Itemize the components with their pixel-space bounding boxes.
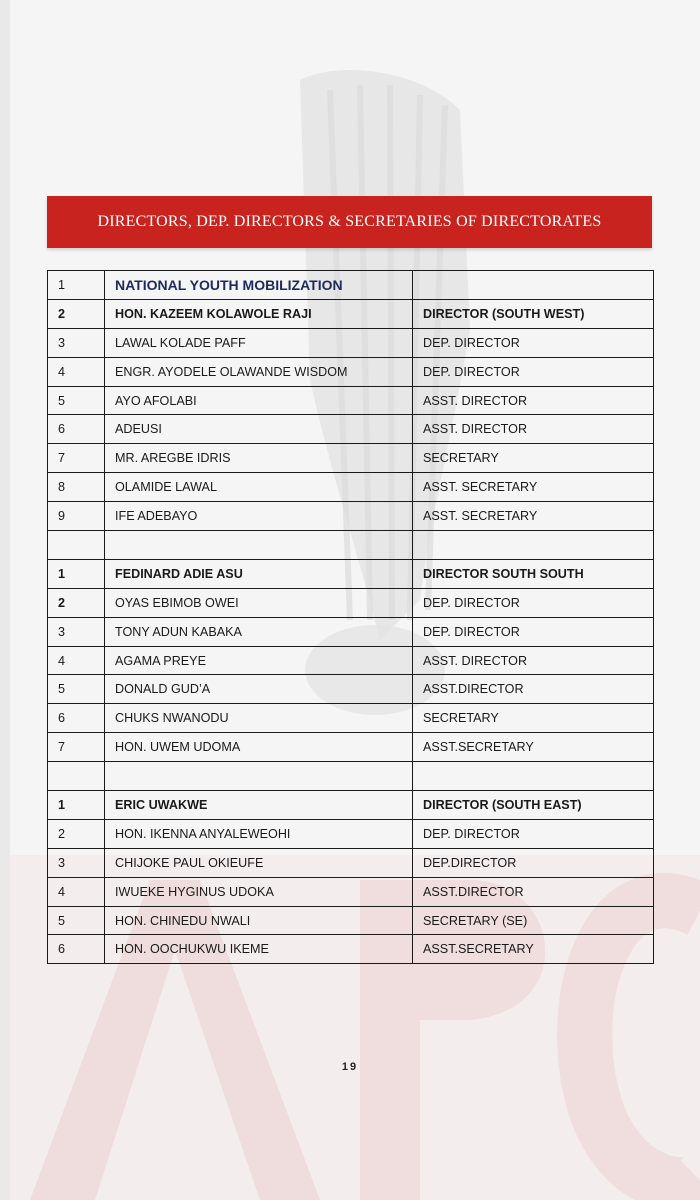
row-number: 8 bbox=[48, 473, 105, 502]
member-role: ASST. DIRECTOR bbox=[413, 415, 654, 444]
member-role: DIRECTOR (SOUTH EAST) bbox=[413, 791, 654, 820]
table-row bbox=[48, 704, 654, 733]
member-role: SECRETARY bbox=[413, 704, 654, 733]
section-title: DIRECTORS, DEP. DIRECTORS & SECRETARIES OF DIRECTORATES bbox=[97, 213, 602, 230]
row-number bbox=[48, 531, 105, 560]
member-role: ASST.DIRECTOR bbox=[413, 675, 654, 704]
member-name: CHUKS NWANODU bbox=[105, 704, 413, 733]
member-role: DEP. DIRECTOR bbox=[413, 328, 654, 357]
member-role bbox=[413, 762, 654, 791]
member-role: DEP.DIRECTOR bbox=[413, 848, 654, 877]
row-number: 7 bbox=[48, 444, 105, 473]
member-role: DEP. DIRECTOR bbox=[413, 617, 654, 646]
member-name: HON. KAZEEM KOLAWOLE RAJI bbox=[105, 299, 413, 328]
row-number: 6 bbox=[48, 704, 105, 733]
member-name: ENGR. AYODELE OLAWANDE WISDOM bbox=[105, 357, 413, 386]
table-row bbox=[48, 646, 654, 675]
table-row bbox=[48, 328, 654, 357]
table-row bbox=[48, 271, 654, 300]
member-role: DEP. DIRECTOR bbox=[413, 357, 654, 386]
member-name: TONY ADUN KABAKA bbox=[105, 617, 413, 646]
table-row bbox=[48, 617, 654, 646]
row-number: 9 bbox=[48, 502, 105, 531]
member-role: DIRECTOR SOUTH SOUTH bbox=[413, 559, 654, 588]
member-name: ADEUSI bbox=[105, 415, 413, 444]
table-row bbox=[48, 531, 654, 560]
member-name: IWUEKE HYGINUS UDOKA bbox=[105, 877, 413, 906]
member-role: ASST. DIRECTOR bbox=[413, 646, 654, 675]
table-row bbox=[48, 299, 654, 328]
member-role bbox=[413, 271, 654, 300]
member-role: ASST. SECRETARY bbox=[413, 473, 654, 502]
member-role: ASST.SECRETARY bbox=[413, 935, 654, 964]
row-number: 2 bbox=[48, 819, 105, 848]
row-number: 2 bbox=[48, 588, 105, 617]
row-number: 7 bbox=[48, 733, 105, 762]
table-row bbox=[48, 473, 654, 502]
member-name: CHIJOKE PAUL OKIEUFE bbox=[105, 848, 413, 877]
member-name: ERIC UWAKWE bbox=[105, 791, 413, 820]
table-row bbox=[48, 819, 654, 848]
table-row bbox=[48, 357, 654, 386]
member-role: SECRETARY bbox=[413, 444, 654, 473]
member-name: AGAMA PREYE bbox=[105, 646, 413, 675]
table-row bbox=[48, 588, 654, 617]
row-number: 2 bbox=[48, 299, 105, 328]
row-number: 5 bbox=[48, 386, 105, 415]
member-name: OLAMIDE LAWAL bbox=[105, 473, 413, 502]
row-number: 6 bbox=[48, 935, 105, 964]
member-name: AYO AFOLABI bbox=[105, 386, 413, 415]
table-row bbox=[48, 848, 654, 877]
member-name: HON. CHINEDU NWALI bbox=[105, 906, 413, 935]
table-row bbox=[48, 502, 654, 531]
member-name: FEDINARD ADIE ASU bbox=[105, 559, 413, 588]
row-number: 6 bbox=[48, 415, 105, 444]
table-row bbox=[48, 444, 654, 473]
member-role: ASST. DIRECTOR bbox=[413, 386, 654, 415]
member-name: MR. AREGBE IDRIS bbox=[105, 444, 413, 473]
member-name bbox=[105, 531, 413, 560]
member-name: HON. OOCHUKWU IKEME bbox=[105, 935, 413, 964]
table-row bbox=[48, 762, 654, 791]
member-role: DIRECTOR (SOUTH WEST) bbox=[413, 299, 654, 328]
row-number: 4 bbox=[48, 877, 105, 906]
table-row bbox=[48, 906, 654, 935]
member-role: DEP. DIRECTOR bbox=[413, 588, 654, 617]
member-role: ASST.DIRECTOR bbox=[413, 877, 654, 906]
member-name: OYAS EBIMOB OWEI bbox=[105, 588, 413, 617]
member-name: HON. IKENNA ANYALEWEOHI bbox=[105, 819, 413, 848]
table-row bbox=[48, 791, 654, 820]
row-number: 5 bbox=[48, 675, 105, 704]
page-number: 19 bbox=[341, 1061, 359, 1073]
table-row bbox=[48, 675, 654, 704]
row-number: 1 bbox=[48, 791, 105, 820]
table-row bbox=[48, 415, 654, 444]
member-role: DEP. DIRECTOR bbox=[413, 819, 654, 848]
member-role bbox=[413, 531, 654, 560]
row-number: 4 bbox=[48, 357, 105, 386]
row-number: 4 bbox=[48, 646, 105, 675]
row-number: 3 bbox=[48, 848, 105, 877]
table-row bbox=[48, 386, 654, 415]
row-number: 3 bbox=[48, 328, 105, 357]
member-name: HON. UWEM UDOMA bbox=[105, 733, 413, 762]
member-name: DONALD GUD’A bbox=[105, 675, 413, 704]
member-name bbox=[105, 762, 413, 791]
member-name: IFE ADEBAYO bbox=[105, 502, 413, 531]
row-number: 3 bbox=[48, 617, 105, 646]
row-number: 1 bbox=[48, 271, 105, 300]
row-number: 1 bbox=[48, 559, 105, 588]
directorate-table bbox=[47, 270, 654, 964]
table-row bbox=[48, 935, 654, 964]
row-number: 5 bbox=[48, 906, 105, 935]
table-row bbox=[48, 733, 654, 762]
member-name: NATIONAL YOUTH MOBILIZATION bbox=[105, 271, 413, 300]
table-row bbox=[48, 877, 654, 906]
member-role: ASST.SECRETARY bbox=[413, 733, 654, 762]
section-title-banner bbox=[47, 196, 652, 248]
member-name: LAWAL KOLADE PAFF bbox=[105, 328, 413, 357]
member-role: ASST. SECRETARY bbox=[413, 502, 654, 531]
member-role: SECRETARY (SE) bbox=[413, 906, 654, 935]
table-row bbox=[48, 559, 654, 588]
row-number bbox=[48, 762, 105, 791]
